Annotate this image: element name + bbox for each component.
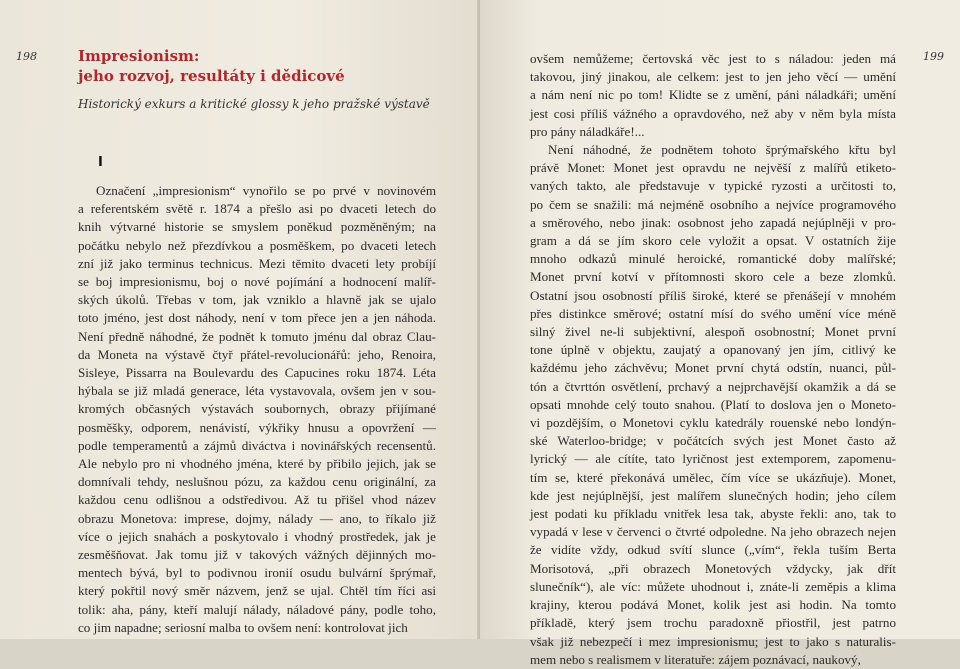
page-number-left: 198 [16, 50, 37, 63]
text-line: Sisleye, Pissarra na Boulevardu des Capucines roku 1874. Léta [78, 365, 436, 381]
text-line: zní již jako terminus technicus. Mezi těmito dvaceti lety probíjí [78, 255, 436, 271]
right-text-column [530, 50, 896, 669]
text-line: slunečník“), ale víc: můžete uhodnout i, znáte-li zeměpis a klima [530, 578, 896, 594]
text-line: tón a čtvrttón osvětlení, prchavý a nejprchavější okamžik a dá se [530, 378, 896, 394]
text-line: jest cosi příliš vážného a opravdového, než aby v něm byla místa [530, 105, 896, 121]
text-line: však již nebezpečí i mez impresionismu; jest to jako s naturalis- [530, 633, 896, 649]
text-line: po čem se snažili: má nejméně osobního a nejvíce programového [530, 196, 896, 212]
text-line: více o jejich snahách a poskytovalo i vhodný prostředek, jak je [78, 528, 436, 544]
title-line-2: jeho rozvoj, resultáty i dědicové [78, 67, 345, 85]
text-line: kde jest nejúplnější, jest malířem slunečných hodin; jeho cílem [530, 487, 896, 503]
text-line: každou cenu odlišnou a odstředivou. Až tu přišel vhod název [78, 492, 436, 508]
text-line: a směrového, nebo jinak: osobnost jeho zapadá nejúplněji v pro- [530, 214, 896, 230]
text-line: příkladě, který jsem trochu paradoxně přiostřil, jest patrno [530, 615, 896, 631]
text-line: pro pány náladkáře!... [530, 123, 645, 139]
text-line: takovou, jiný jinakou, ale celkem: jest to jen jeho věcí — umění [530, 69, 896, 85]
text-line: Monet první kotví v přítomnosti skoro cele a beze zlomků. [530, 269, 896, 285]
text-line: zesměšňovat. Jak tomu již v takových vážných dějinných mo- [78, 547, 436, 563]
text-line: hýbala se již mladá generace, léta vystavovala, ovšem jen v sou- [78, 383, 436, 399]
text-line: právě Monet: Monet jest opravdu ne nejvěší z malířů etiketo- [530, 160, 896, 176]
text-line: co jim napadne; seriosní malba to ovšem není: kontrolovat jich [78, 619, 408, 635]
text-line: lyrický — ale cítíte, tato lyričnost jest extemporem, zapomenu- [530, 451, 896, 467]
text-line: mentech bývá, byl to podivnou ironií osudu bulvární šprýmař, [78, 565, 436, 581]
text-line: ské Waterloo-bridge; v počátcích svých jest Monet často až [530, 433, 896, 449]
text-line: toto jméno, jest dost náhody, není v tom přece jen a jen náhoda. [78, 310, 436, 326]
chapter-title [78, 46, 458, 86]
text-line: Morisotová, „při obrazech Monetových vždycky, jak dřít [530, 560, 896, 576]
text-line: Označení „impresionism“ vynořilo se po prvé v novinovém [96, 183, 436, 198]
left-text-column [78, 182, 436, 637]
text-line: každému jeho záchvěvu; Monet první chytá odstín, nuanci, půl- [530, 360, 896, 376]
text-line: mem nebo s realismem v literatuře: zájem poznávací, naukový, [530, 651, 861, 667]
text-line: domnívali tehdy, neslušnou pózu, za každou cenu originální, za [78, 474, 436, 490]
left-page [0, 0, 480, 639]
text-line: který pokřtil nový směr názvem, jenž se ujal. Chtěl tím říci asi [78, 583, 436, 599]
text-line: kromých občasných výstavách soubornych, obrazy přijímané [78, 401, 436, 417]
text-line: krajiny, kterou podává Monet, kolik jest asi hodin. Na tomto [530, 597, 896, 613]
text-line: knih výtvarné historie se smyslem poněkud pozměněným; na [78, 219, 436, 235]
text-line: ovšem nemůžeme; čertovská věc jest to s náladou: jeden má [530, 51, 896, 66]
text-line: tolik: aha, pány, kteří malují nálady, náladové pány, podle toho, [78, 601, 436, 617]
text-line: Není náhodné, že podnětem tohoto šprýmařského křtu byl [548, 142, 896, 158]
text-line: da Moneta na výstavě čtyř přátel-revolucionářů: jeho, Renoira, [78, 346, 436, 362]
text-line: Ostatní jsou osobností příliš široké, které se přenášejí v mnohém [530, 287, 896, 303]
text-line: jest podati ku příkladu vnitřek lesa tak, abyste řekli: ano, tak to [530, 506, 896, 522]
text-line: posměšky, odporem, nenávistí, výkřiky hnusu a opovržení — [78, 419, 436, 435]
text-line: tím se, které překonává umělec, čím více se ukázňuje). Monet, [530, 469, 896, 485]
text-line: a referentském světě r. 1874 a přešlo asi po dvaceti letech do [78, 201, 436, 217]
text-line: vaných takto, ale představuje v typické ryzosti a určitosti to, [530, 178, 896, 194]
text-line: tone úplně v objektu, zaujatý a opanovaný jen jím, citlivý ke [530, 342, 896, 358]
text-line: Ale nebylo pro ni vhodného jména, které by přibilo jejich, jak se [78, 456, 436, 472]
page-number-right: 199 [923, 50, 944, 63]
text-line: přes distinkce směrové; ostatní mísí do svého umění více méně [530, 305, 896, 321]
text-line: silný živel ne-li subjektivní, alespoň osobnostní; Monet první [530, 324, 896, 340]
text-line: vi pozdějším, o Monetovi cyklu katedrály rouenské nebo londýn- [530, 415, 896, 431]
text-line: podle temperamentů a zájmů diváctva i novinářských recensentů. [78, 437, 436, 453]
text-line: opsati mnohde celý touto snahou. (Platí to doslova jen o Moneto- [530, 396, 896, 412]
chapter-subtitle: Historický exkurs a kritické glossy k jeho pražské výstavě [78, 97, 430, 111]
title-line-1: Impresionism: [78, 47, 200, 65]
text-line: obrazu Monetova: imprese, dojmy, nálady — ano, to říkalo již [78, 510, 436, 526]
text-line: vypadá v lese v červenci o čtvrté odpoledne. Na jeho obrazech nejen [530, 524, 896, 540]
text-line: že vidíte vždy, odkud svítí slunce („vím“, řekla tuším Berta [530, 542, 896, 558]
text-line: Není předně náhodné, že podnět k tomuto jménu dal obraz Clau- [78, 328, 436, 344]
text-line: a nám není nic po tom! Klidte se z umění, páni náladkáři; umění [530, 87, 896, 103]
text-line: mnoho odkazů minulé heroické, romantické doby malířské; [530, 251, 896, 267]
text-line: gram a dá se jím skoro cele vyložit a opsat. V ostatních žije [530, 233, 896, 249]
text-line: počátku nebylo než přezdívkou a posměškem, po dvaceti letech [78, 237, 436, 253]
text-line: ských úkolů. Třebas v tom, jak vzniklo a hlavně jak se ujalo [78, 292, 436, 308]
text-line: se boj impresionismu, boj o nové pojímání a hodnocení malíř- [78, 274, 436, 290]
section-number: I [98, 155, 103, 170]
